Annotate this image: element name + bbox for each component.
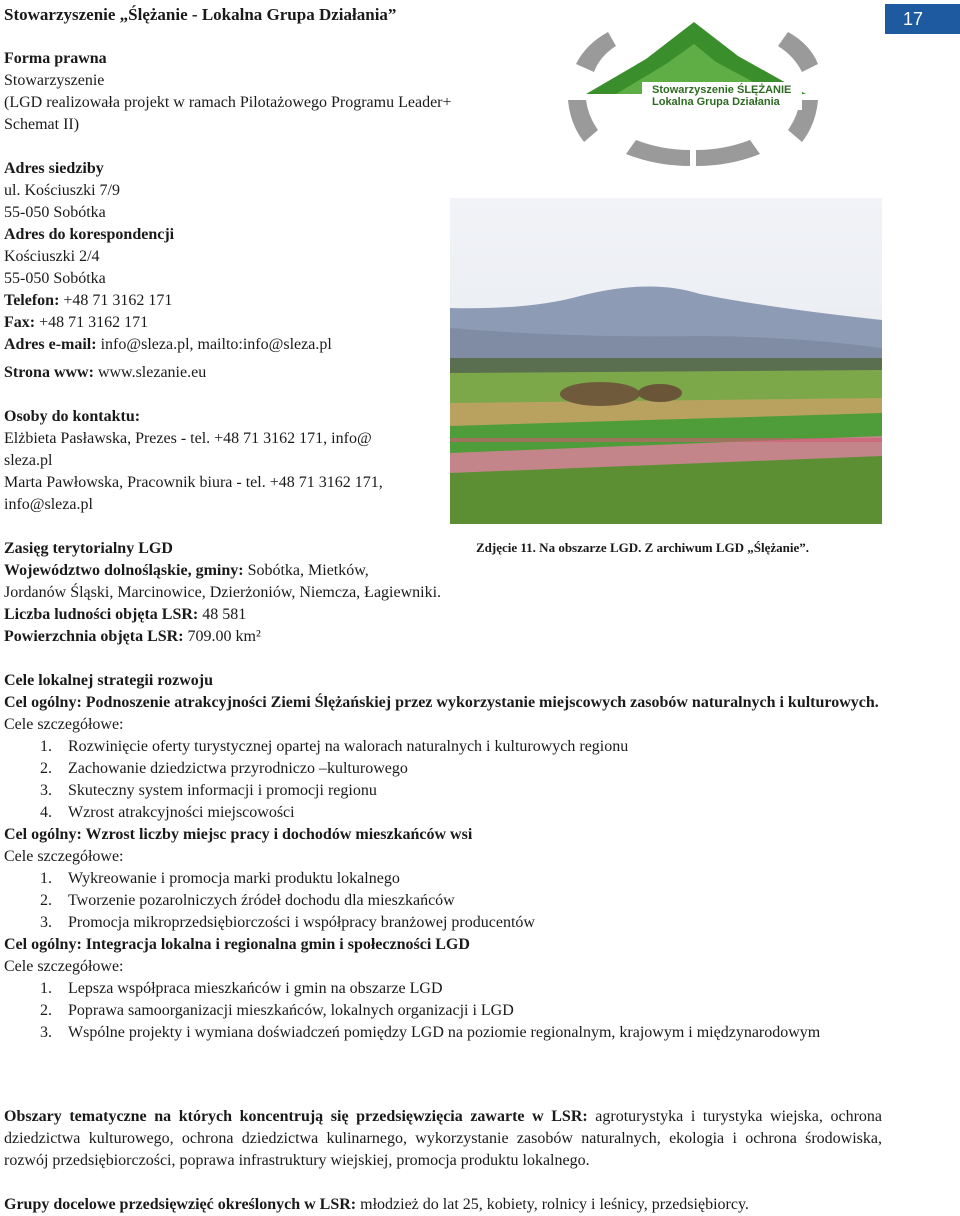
landscape-photo bbox=[450, 198, 882, 524]
correspondence-street: Kościuszki 2/4 bbox=[4, 248, 100, 265]
list-item bbox=[4, 1022, 886, 1044]
contact-2-line2: info@sleza.pl bbox=[4, 496, 93, 513]
www-label: Strona www: bbox=[4, 364, 94, 381]
page-number: 17 bbox=[885, 4, 960, 34]
target-groups-paragraph bbox=[4, 1194, 882, 1216]
item-number: 4. bbox=[40, 804, 52, 821]
phone-line bbox=[4, 290, 514, 312]
item-text: Wspólne projekty i wymiana doświadczeń pomiędzy LGD na poziomie regionalnym, krajowym i międzynarodowym bbox=[68, 1024, 821, 1041]
item-number: 3. bbox=[40, 782, 52, 799]
strategy-section bbox=[4, 670, 886, 1044]
phone-label: Telefon: bbox=[4, 292, 60, 309]
correspondence-city: 55-050 Sobótka bbox=[4, 270, 106, 287]
fax-value: +48 71 3162 171 bbox=[39, 314, 149, 331]
item-number: 3. bbox=[40, 1024, 52, 1041]
goal-1-specific-label: Cele szczegółowe: bbox=[4, 716, 124, 733]
goal-2-title: Cel ogólny: Wzrost liczby miejsc pracy i dochodów mieszkańców wsi bbox=[4, 826, 473, 843]
population-line bbox=[4, 604, 524, 626]
item-text: Wykreowanie i promocja marki produktu lokalnego bbox=[68, 870, 400, 887]
goal-3-title: Cel ogólny: Integracja lokalna i regionalna gmin i społeczności LGD bbox=[4, 936, 470, 953]
item-number: 3. bbox=[40, 914, 52, 931]
address-street: ul. Kościuszki 7/9 bbox=[4, 182, 120, 199]
goal-3-list bbox=[4, 978, 886, 1044]
list-item bbox=[4, 780, 886, 802]
logo-text-line2: Lokalna Grupa Działania bbox=[652, 96, 780, 108]
email-label: Adres e-mail: bbox=[4, 336, 97, 353]
item-text: Zachowanie dziedzictwa przyrodniczo –kulturowego bbox=[68, 760, 408, 777]
contact-2-line1: Marta Pawłowska, Pracownik biura - tel. +48 71 3162 171, bbox=[4, 474, 383, 491]
legal-form-value: Stowarzyszenie bbox=[4, 72, 105, 89]
contacts-heading: Osoby do kontaktu: bbox=[4, 408, 141, 425]
item-text: Skuteczny system informacji i promocji regionu bbox=[68, 782, 377, 799]
page-title: Stowarzyszenie „Ślężanie - Lokalna Grupa Działania” bbox=[4, 5, 397, 24]
legal-form-heading: Forma prawna bbox=[4, 50, 107, 67]
legal-form-note-line1: (LGD realizowała projekt w ramach Pilotażowego Programu Leader+ bbox=[4, 94, 452, 111]
themes-label: Obszary tematyczne na których koncentrują się przedsięwzięcia zawarte w LSR: bbox=[4, 1108, 588, 1125]
item-number: 1. bbox=[40, 980, 52, 997]
goal-2-list bbox=[4, 868, 886, 934]
target-groups-label: Grupy docelowe przedsięwzięć określonych w LSR: bbox=[4, 1196, 357, 1213]
item-number: 2. bbox=[40, 892, 52, 909]
list-item bbox=[4, 758, 886, 780]
region-value-1: Sobótka, Mietków, bbox=[247, 562, 369, 579]
item-text: Wzrost atrakcyjności miejscowości bbox=[68, 804, 295, 821]
goal-1-title: Cel ogólny: Podnoszenie atrakcyjności Ziemi Ślężańskiej przez wykorzystanie miejscowych zasobów naturalnych i kulturowych. bbox=[4, 694, 879, 711]
legal-form-section bbox=[4, 48, 514, 136]
list-item bbox=[4, 912, 886, 934]
region-value-2: Jordanów Śląski, Marcinowice, Dzierżoniów, Niemcza, Łagiewniki. bbox=[4, 584, 442, 601]
area-label: Powierzchnia objęta LSR: bbox=[4, 628, 184, 645]
area-line bbox=[4, 626, 524, 648]
www-line bbox=[4, 362, 514, 384]
list-item bbox=[4, 978, 886, 1000]
item-text: Tworzenie pozarolniczych źródeł dochodu dla mieszkańców bbox=[68, 892, 455, 909]
goal-1-list bbox=[4, 736, 886, 824]
item-number: 2. bbox=[40, 1002, 52, 1019]
list-item bbox=[4, 736, 886, 758]
www-link[interactable]: www.slezanie.eu bbox=[97, 364, 207, 381]
landscape-image bbox=[450, 198, 882, 524]
correspondence-heading: Adres do korespondencji bbox=[4, 226, 175, 243]
fax-line bbox=[4, 312, 514, 334]
item-text: Lepsza współpraca mieszkańców i gmin na obszarze LGD bbox=[68, 980, 443, 997]
fax-label: Fax: bbox=[4, 314, 36, 331]
item-number: 1. bbox=[40, 870, 52, 887]
item-text: Rozwinięcie oferty turystycznej opartej na walorach naturalnych i kulturowych regionu bbox=[68, 738, 629, 755]
territory-heading: Zasięg terytorialny LGD bbox=[4, 540, 173, 557]
legal-form-note-line2: Schemat II) bbox=[4, 116, 80, 133]
item-number: 2. bbox=[40, 760, 52, 777]
list-item bbox=[4, 868, 886, 890]
email-link[interactable]: info@sleza.pl, mailto:info@sleza.pl bbox=[100, 336, 332, 353]
contacts-section bbox=[4, 406, 444, 516]
goal-3-specific-label: Cele szczegółowe: bbox=[4, 958, 124, 975]
list-item bbox=[4, 802, 886, 824]
list-item bbox=[4, 1000, 886, 1022]
population-label: Liczba ludności objęta LSR: bbox=[4, 606, 199, 623]
contact-1-line1: Elżbieta Pasławska, Prezes - tel. +48 71 3162 171, info@ bbox=[4, 430, 372, 447]
territory-section bbox=[4, 538, 524, 648]
address-section bbox=[4, 158, 514, 384]
address-heading: Adres siedziby bbox=[4, 160, 104, 177]
themes-paragraph bbox=[4, 1106, 882, 1172]
region-label: Województwo dolnośląskie, gminy: bbox=[4, 562, 244, 579]
logo bbox=[556, 4, 828, 168]
address-city: 55-050 Sobótka bbox=[4, 204, 106, 221]
item-text: Promocja mikroprzedsiębiorczości i współpracy branżowej producentów bbox=[68, 914, 535, 931]
target-groups-value: młodzież do lat 25, kobiety, rolnicy i leśnicy, przedsiębiorcy. bbox=[360, 1196, 749, 1213]
contact-1-line2: sleza.pl bbox=[4, 452, 53, 469]
list-item bbox=[4, 890, 886, 912]
item-text: Poprawa samoorganizacji mieszkańców, lokalnych organizacji i LGD bbox=[68, 1002, 514, 1019]
goal-2-specific-label: Cele szczegółowe: bbox=[4, 848, 124, 865]
population-value: 48 581 bbox=[202, 606, 247, 623]
email-line bbox=[4, 334, 514, 356]
logo-text-line1: Stowarzyszenie ŚLĘŻANIE bbox=[652, 84, 792, 96]
photo-caption: Zdjęcie 11. Na obszarze LGD. Z archiwum LGD „Ślężanie”. bbox=[476, 540, 810, 555]
phone-value: +48 71 3162 171 bbox=[63, 292, 173, 309]
strategy-heading: Cele lokalnej strategii rozwoju bbox=[4, 672, 213, 689]
area-value: 709.00 km² bbox=[187, 628, 261, 645]
item-number: 1. bbox=[40, 738, 52, 755]
region-line1 bbox=[4, 560, 524, 582]
themes-value: agroturystyka i turystyka wiejska, ochrona dziedzictwa kulturowego, ochrona dziedzictwa kulinarnego, wykorzystanie zasobów naturalnych, ekologia i ochrona środowiska, rozwój przedsiębiorczości, poprawa infrastruktury wiejskiej, promocja produktu lokalnego. bbox=[4, 1108, 883, 1169]
